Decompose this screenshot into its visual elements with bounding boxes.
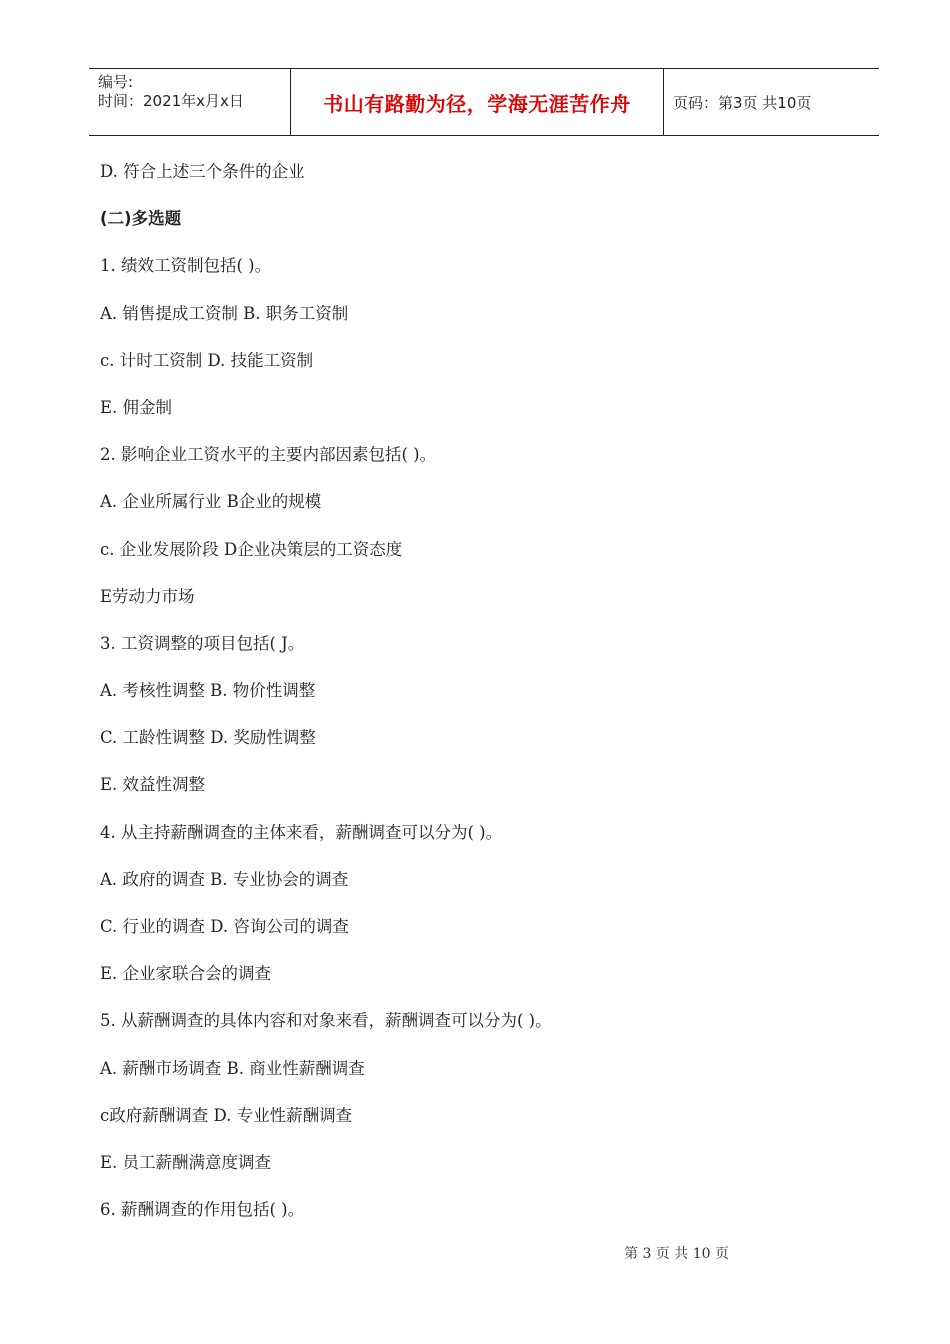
text-line: 5. 从薪酬调查的具体内容和对象来看，薪酬调查可以分为( )。 <box>100 1011 552 1031</box>
header-divider-right <box>663 69 664 136</box>
text-line: D. 符合上述三个条件的企业 <box>100 162 305 181</box>
text-line: c. 企业发展阶段 D企业决策层的工资态度 <box>100 539 403 559</box>
text-line: E劳动力巿场 <box>100 586 195 606</box>
text-line: C. 行业的调查 D. 咨询公司的调查 <box>100 917 349 936</box>
document-header <box>89 68 879 136</box>
text-line: c政府薪酬调查 D. 专业性薪酬调查 <box>100 1105 353 1125</box>
page-footer: 第 3 页 共 10 页 <box>624 1246 729 1262</box>
text-line: E. 效益性凋整 <box>100 775 206 795</box>
header-page-label: 页码：第3页 共10页 <box>673 94 812 112</box>
text-line: 6. 薪酬调查的作用包括( )。 <box>100 1200 305 1220</box>
text-line: A. 薪酬市场调查 B. 商业性薪酬调查 <box>100 1058 365 1078</box>
text-line: E. 员工薪酬满意度调查 <box>100 1152 272 1172</box>
text-line: E. 佣金制 <box>100 397 173 417</box>
text-line: E. 企业家联合会的调查 <box>100 964 272 984</box>
text-line: c. 计时工资制 D. 技能工资制 <box>100 350 314 370</box>
text-line: A. 政府的调查 B. 专业协会的调查 <box>100 869 349 889</box>
id-label: 编号: <box>98 73 134 91</box>
section-heading: (二)多选题 <box>100 209 182 229</box>
text-line: 3. 工资调整的项目包括( J。 <box>100 633 305 653</box>
text-line: A. 考核性调整 B. 物价性调整 <box>100 681 316 701</box>
header-motto: 书山有路勤为径，学海无涯苦作舟 <box>323 92 631 116</box>
text-line: 4. 从主持薪酬调查的主体来看，薪酬调查可以分为( )。 <box>100 822 503 842</box>
time-label: 时间：2021年x月x日 <box>98 92 244 110</box>
document-body <box>100 155 860 1240</box>
header-divider-left <box>290 69 291 136</box>
text-line: A. 企业所属行业 B企业的规模 <box>100 492 322 512</box>
text-line: C. 工龄性调整 D. 奖励性调整 <box>100 728 316 748</box>
text-line: 1. 绩效工资制包括( )。 <box>100 256 272 276</box>
text-line: 2. 影响企业工资水平的主要内部因素包括( )。 <box>100 445 437 465</box>
header-meta <box>98 73 244 111</box>
text-line: A. 销售提成工资制 B. 职务工资制 <box>100 303 349 323</box>
